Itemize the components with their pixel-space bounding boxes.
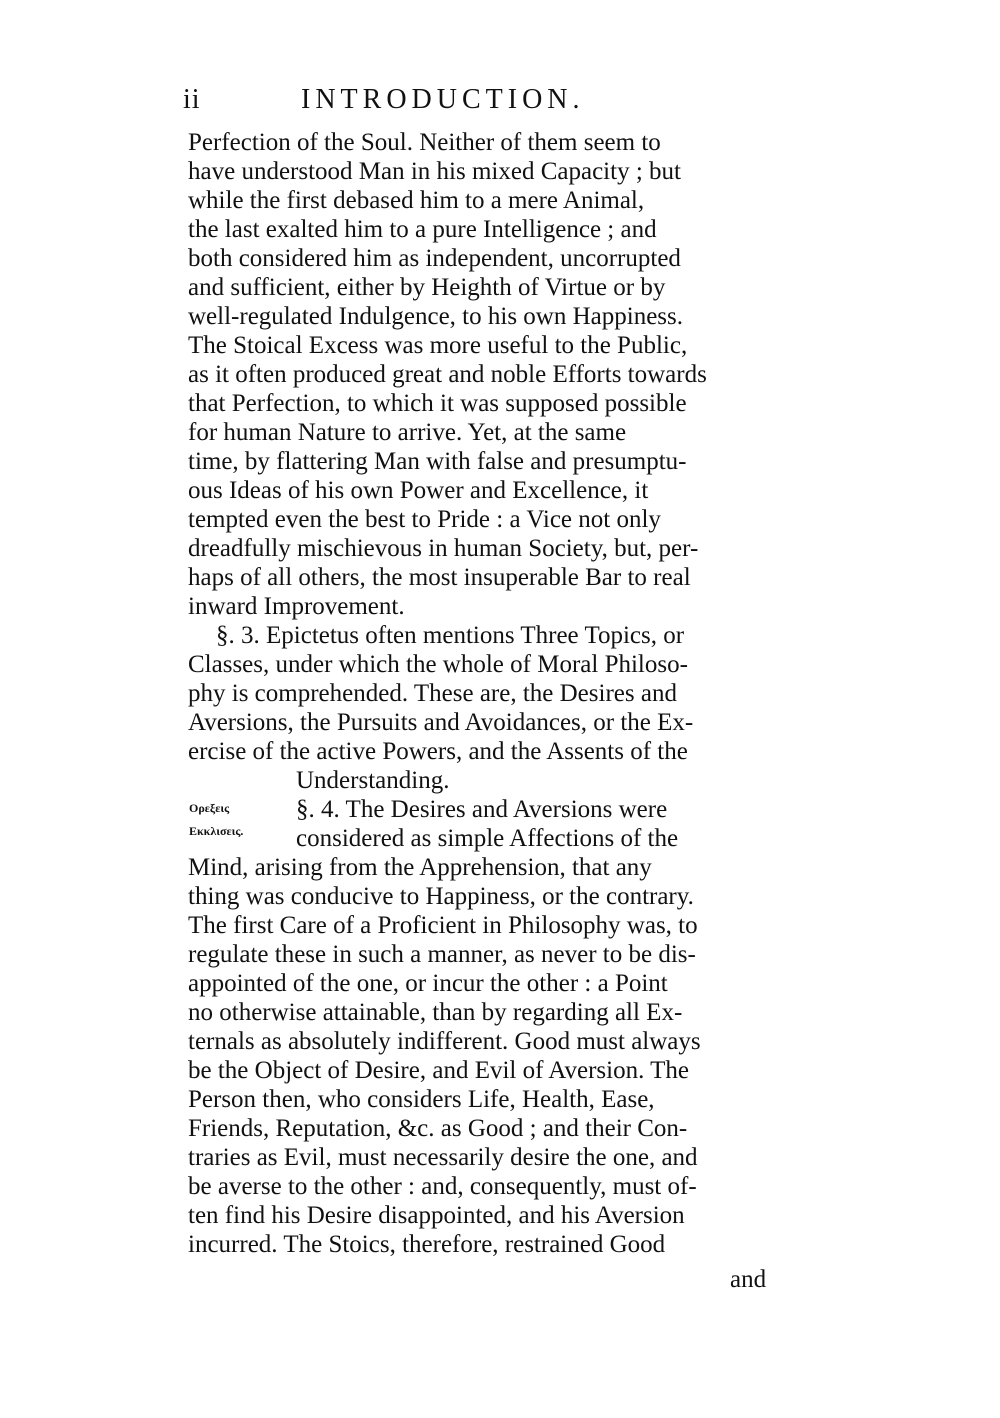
text-line: be averse to the other : and, consequently, must of- (188, 1173, 697, 1200)
text-line: incurred. The Stoics, therefore, restrained Good (188, 1231, 666, 1258)
text-line: no otherwise attainable, than by regarding all Ex- (188, 999, 683, 1026)
text-line: the last exalted him to a pure Intelligence ; and (188, 216, 657, 243)
section-4-start: §. 4. The Desires and Aversions were (296, 796, 668, 823)
body-text (188, 128, 768, 1259)
text-line: both considered him as independent, uncorrupted (188, 245, 681, 272)
text-line: and sufficient, either by Heighth of Virtue or by (188, 274, 666, 301)
text-line: ternals as absolutely indifferent. Good must always (188, 1028, 701, 1055)
text-line: Person then, who considers Life, Health, Ease, (188, 1086, 655, 1113)
text-line: The first Care of a Proficient in Philosophy was, to (188, 912, 698, 939)
text-line: Understanding. (296, 767, 450, 794)
text-line: appointed of the one, or incur the other : a Point (188, 970, 668, 997)
page-number: ii (183, 84, 201, 115)
text-line: have understood Man in his mixed Capacity ; but (188, 158, 681, 185)
text-line: ten find his Desire disappointed, and his Aversion (188, 1202, 685, 1229)
text-line: traries as Evil, must necessarily desire the one, and (188, 1144, 698, 1171)
text-line: Perfection of the Soul. Neither of them seem to (188, 129, 661, 156)
text-line: Friends, Reputation, &c. as Good ; and their Con- (188, 1115, 688, 1142)
text-line: as it often produced great and noble Efforts towards (188, 361, 707, 388)
text-line: thing was conducive to Happiness, or the contrary. (188, 883, 694, 910)
text-line: ercise of the active Powers, and the Assents of the (188, 738, 688, 765)
page-header (183, 84, 773, 124)
text-line: Classes, under which the whole of Moral Philoso- (188, 651, 688, 678)
text-line: be the Object of Desire, and Evil of Aversion. The (188, 1057, 690, 1084)
text-line: Mind, arising from the Apprehension, that any (188, 854, 652, 881)
text-line: while the first debased him to a mere Animal, (188, 187, 645, 214)
text-line: considered as simple Affections of the (296, 825, 679, 852)
text-line: inward Improvement. (188, 593, 405, 620)
text-line: that Perfection, to which it was supposed possible (188, 390, 687, 417)
text-line: time, by flattering Man with false and presumptu- (188, 448, 687, 475)
text-line: The Stoical Excess was more useful to the Public, (188, 332, 688, 359)
text-line: dreadfully mischievous in human Society, but, per- (188, 535, 699, 562)
text-line: for human Nature to arrive. Yet, at the same (188, 419, 627, 446)
text-line: regulate these in such a manner, as never to be dis- (188, 941, 696, 968)
catchword: and (730, 1266, 767, 1293)
section-3-start: §. 3. Epictetus often mentions Three Topics, or (216, 622, 685, 649)
text-line: well-regulated Indulgence, to his own Happiness. (188, 303, 684, 330)
text-line: haps of all others, the most insuperable Bar to real (188, 564, 691, 591)
marginal-note: Εκκλισεις. (189, 824, 244, 838)
text-line: ous Ideas of his own Power and Excellence, it (188, 477, 649, 504)
text-line: tempted even the best to Pride : a Vice not only (188, 506, 661, 533)
text-line: phy is comprehended. These are, the Desires and (188, 680, 677, 707)
text-line: Aversions, the Pursuits and Avoidances, or the Ex- (188, 709, 694, 736)
marginal-note: Ορεξεις (189, 801, 230, 815)
running-head: INTRODUCTION. (301, 84, 585, 115)
